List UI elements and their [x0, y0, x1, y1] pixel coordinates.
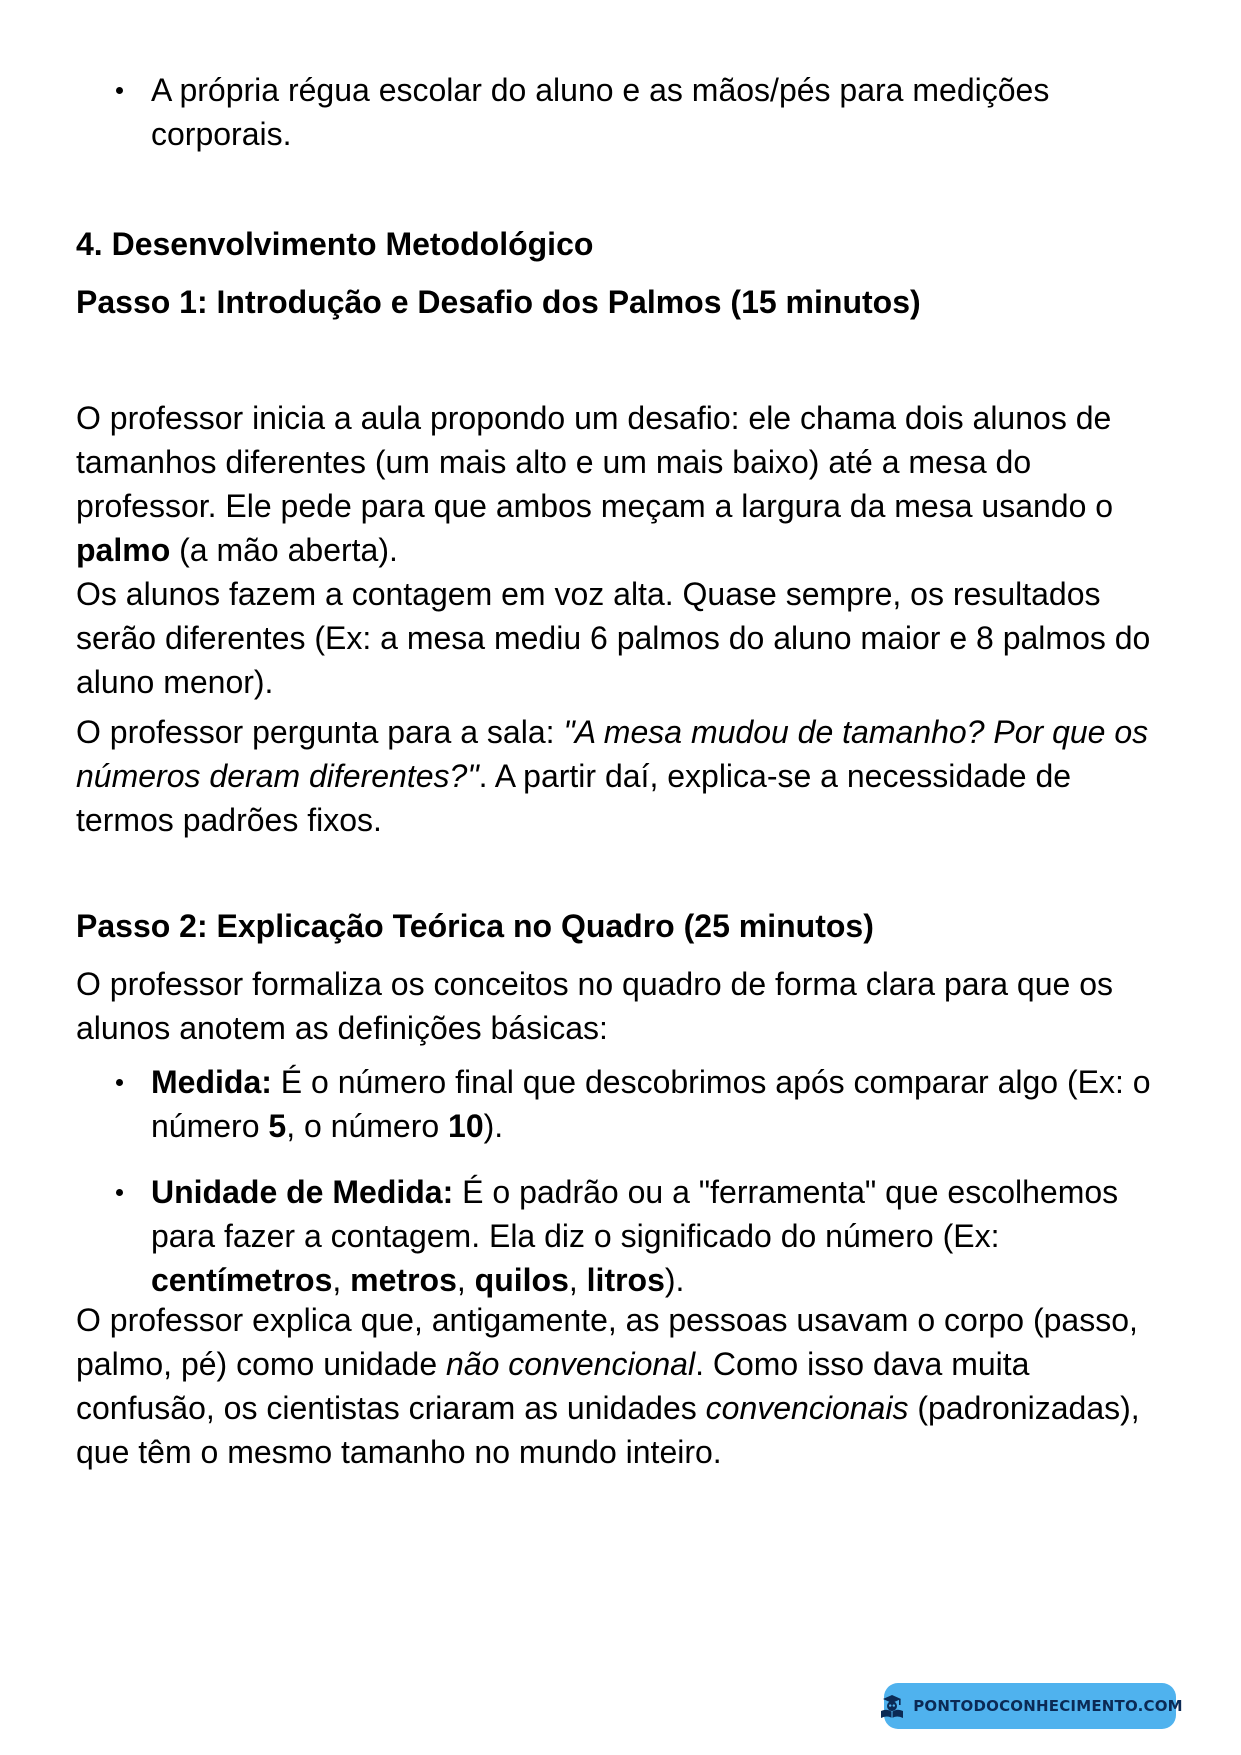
- step1-title: Passo 1: Introdução e Desafio dos Palmos (15 minutos): [76, 284, 921, 320]
- site-url: PONTODOCONHECIMENTO.COM: [913, 1697, 1183, 1715]
- book-mascot-icon: [877, 1691, 907, 1721]
- step2-title: Passo 2: Explicação Teórica no Quadro (25 minutos): [76, 908, 874, 944]
- step1-paragraph-3: O professor pergunta para a sala: "A mesa mudou de tamanho? Por que os números deram diferentes?". A partir daí, explica-se a necessidade de termos padrões fixos.: [76, 714, 1149, 838]
- definitions-list: [76, 1060, 1176, 1302]
- step1-paragraph-2: Os alunos fazem a contagem em voz alta. Quase sempre, os resultados serão diferentes (Ex: a mesa mediu 6 palmos do aluno maior e 8 palmos do aluno menor).: [76, 576, 1151, 700]
- step1-paragraph-1: O professor inicia a aula propondo um desafio: ele chama dois alunos de tamanhos diferentes (um mais alto e um mais baixo) até a mesa do professor. Ele pede para que ambos meçam a largura da mesa usando o palmo (a mão aberta).: [76, 400, 1114, 568]
- section-title: 4. Desenvolvimento Metodológico: [76, 226, 594, 262]
- step2-paragraph: O professor explica que, antigamente, as pessoas usavam o corpo (passo, palmo, pé) como unidade não convencional. Como isso dava muita confusão, os cientistas criaram as unidades convencionais (padronizadas), que têm o mesmo tamanho no mundo inteiro.: [76, 1302, 1140, 1470]
- step2-intro: O professor formaliza os conceitos no quadro de forma clara para que os alunos anotem as definições básicas:: [76, 966, 1113, 1046]
- materials-list: [76, 68, 1176, 156]
- bullet-icon: [116, 87, 123, 94]
- bullet-icon: [116, 1189, 123, 1196]
- list-item: A própria régua escolar do aluno e as mãos/pés para medições corporais.: [76, 68, 1176, 156]
- list-item-medida: Medida: É o número final que descobrimos após comparar algo (Ex: o número 5, o número 10).: [76, 1060, 1176, 1148]
- list-item-unidade: Unidade de Medida: É o padrão ou a "ferramenta" que escolhemos para fazer a contagem. Ela diz o significado do número (Ex: centímetros, metros, quilos, litros).: [76, 1170, 1176, 1302]
- site-badge[interactable]: [884, 1683, 1183, 1729]
- bullet-icon: [116, 1079, 123, 1086]
